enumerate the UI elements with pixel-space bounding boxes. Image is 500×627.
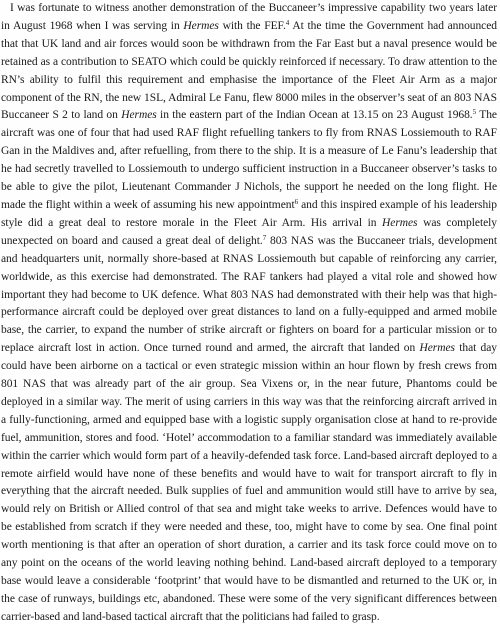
text-run: in the eastern part of the Indian Ocean at 13.15 on 23 August 1968.: [156, 109, 473, 122]
text-run: The aircraft was one of four that had used RAF flight refuelling tankers to fly from RNAS Lossiemouth to RAF Gan in the Maldives and, after refuelling, from there to the ship. It is a measure of Le Fanu’s leadership that he had secretly travelled to Lossiemouth to undergo sufficient instruction in a Buccaneer observer’s tasks to be able to give the pilot, Lieutenant Commander J Nichols, the support he needed on the long flight. He made the flight within a week of assuming his new appointment: [1, 109, 497, 211]
text-run: and this inspired example of his leadership style did a great deal to restore morale in the Fleet Air Arm. His arrival in: [1, 198, 497, 229]
footnote-ref-6[interactable]: 6: [294, 197, 299, 206]
footnote-ref-5[interactable]: 5: [472, 108, 477, 117]
footnote-ref-7[interactable]: 7: [262, 233, 267, 242]
text-run: At the time the Government had announced that that UK land and air forces would soon be withdrawn from the Far East but a naval presence would be retained as a contribution to SEATO which could be quickly reinforced if necessary. To draw attention to the RN’s ability to fulfil this requirement and emphasise the importance of the Fleet Air Arm as a major component of the RN, the new 1SL, Admiral Le Fanu, flew 8000 miles in the observer’s seat of an 803 NAS Buccaneer S 2 to land on: [1, 19, 497, 122]
text-run: I was fortunate to witness another demonstration of the Buccaneer’s impressive capability two years later in August 1968 when I was serving in: [1, 2, 497, 32]
ship-name-hermes: Hermes: [121, 109, 157, 122]
ship-name-hermes: Hermes: [419, 342, 455, 355]
text-run: with the FEF.: [218, 19, 286, 32]
ship-name-hermes: Hermes: [382, 216, 418, 229]
footnote-ref-4[interactable]: 4: [285, 18, 290, 27]
text-run: was completely unexpected on board and caused a great deal of delight.: [1, 216, 497, 247]
ship-name-hermes: Hermes: [183, 19, 219, 32]
text-run: that day could have been airborne on a tactical or even strategic mission within an hour flown by fresh crews from 801 NAS that was already part of the air group. Sea Vixens or, in the near future, Phantoms could be deployed in a similar way. The merit of using carriers in this way was that the reinforcing aircraft arrived in a fully-functioning, armed and equipped base with a logistic supply organisation close at hand to re-provide fuel, ammunition, stores and food. ‘Hotel’ accommodation to a familiar standard was immediately available within the carrier which would form part of a heavily-defended task force. Land-based aircraft deployed to a remote airfield would have none of these benefits and would have to wait for transport aircraft to fly in everything that the aircraft needed. Bulk supplies of fuel and ammunition would still have to arrive by sea, would rely on British or Allied control of that sea and might take weeks to arrive. Defences would have to be established from scratch if they were needed and these, too, might have to come by sea. One final point worth mentioning is that after an operation of short duration, a carrier and its task force could move on to any point on the oceans of the world leaving nothing behind. Land-based aircraft deployed to a temporary base would leave a considerable ‘footprint’ that would have to be dismantled and returned to the UK or, in the case of runways, buildings etc, abandoned. These were some of the very significant differences between carrier-based and land-based tactical aircraft that the politicians had failed to grasp.: [1, 342, 497, 623]
text-run: 803 NAS was the Buccaneer trials, development and headquarters unit, normally shore-based at RNAS Lossiemouth but capable of reinforcing any carrier, worldwide, as this exercise had demonstrated. The RAF tankers had played a vital role and showed how important they had become to UK defence. What 803 NAS had demonstrated with their help was that high-performance aircraft could be deployed over great distances to land on a fully-equipped and armed mobile base, the carrier, to expand the number of strike aircraft or fighters on board for a particular mission or to replace aircraft lost in action. Once turned round and armed, the aircraft that landed on: [1, 234, 497, 355]
